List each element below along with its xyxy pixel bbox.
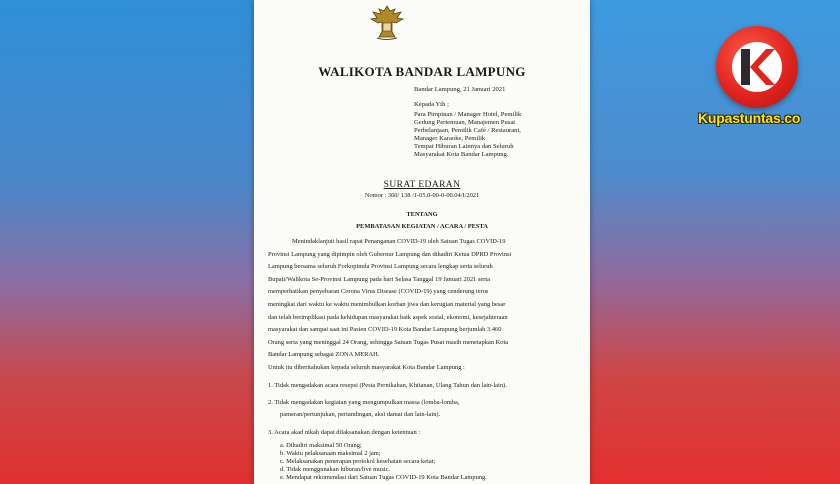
circular-letter-document <box>254 0 590 484</box>
recipient-line: Masyarakat Kota Bandar Lampung. <box>414 151 509 158</box>
sub-list-item: c. Melaksanakan penerapan protokol kesehatan secara ketat; <box>280 458 436 465</box>
subject-title: PEMBATASAN KEGIATAN / ACARA / PESTA <box>356 223 488 230</box>
paragraph-line: Orang serta yang meninggal 24 Orang, sehingga Satuan Tugas Pusat masih menetapkan Kota <box>268 338 509 346</box>
main-paragraph <box>268 236 584 362</box>
paragraph-line: Bupati/Walikota Se-Provinsi Lampung pada hari Selasa Tanggal 19 Januari 2021 serta <box>268 275 491 283</box>
recipient-line: Manager Karaoke, Pemilik <box>414 135 486 142</box>
document-type: SURAT EDARAN <box>383 180 461 190</box>
background-panel <box>590 0 840 484</box>
garuda-emblem-icon <box>367 2 407 42</box>
paragraph-line: Menindaklanjuti hasil rapat Penanganan COVID-19 oleh Satuan Tugas COVID-19 <box>292 238 506 245</box>
list-item: 3. Acara akad nikah dapat dilaksanakan dengan ketentuan : <box>268 429 421 436</box>
recipient-line: Perbelanjaan, Pemilik Café / Restaurant, <box>414 127 521 134</box>
intro-line: Untuk itu diberitahukan kepada seluruh masyarakat Kota Bandar Lampung : <box>268 364 465 371</box>
paragraph-line: Lampung bersama seluruh Forkopimda Provinsi Lampung secara lengkap serta seluruh <box>268 263 493 271</box>
paragraph-line: memperhatikan penyebaran Corona Virus Disease (COVID-19) yang cenderung terus <box>268 288 489 296</box>
paragraph-line: Provinsi Lampung yang dipimpin oleh Gubernur Lampung dan dihadiri Ketua DPRD Provinsi <box>268 250 512 258</box>
document-number: Nomor : 360/ 138 /1-05.0-00-0-00.04/I/2021 <box>364 192 480 199</box>
list-item: 1. Tidak mengadakan acara resepsi (Pesta Pernikahan, Khitanan, Ulang Tahun dan lain-lain). <box>268 382 507 389</box>
k-logo-icon <box>738 47 776 87</box>
paragraph-line: Bandar Lampung sebagai ZONA MERAH. <box>268 351 380 359</box>
subject-label: TENTANG <box>406 211 438 218</box>
letter-date: Bandar Lampung, 21 Januari 2021 <box>414 86 506 93</box>
brand-name: Kupastuntas.co <box>698 110 801 126</box>
sub-list-item: d. Tidak menggunakan hiburan/live music. <box>280 466 391 473</box>
paragraph-line: masyarakat dan sampai saat ini Pasien COVID-19 Kota Bandar Lampung berjumlah 3.460 <box>268 326 502 334</box>
sub-list-item: b. Waktu pelaksanaan maksimal 2 jam; <box>280 450 381 457</box>
letter-title: WALIKOTA BANDAR LAMPUNG <box>318 64 526 79</box>
recipient-line: Para Pimpinan / Manager Hotel, Pemilik <box>414 111 522 118</box>
sub-list-item: a. Dihadiri maksimal 50 Orang; <box>280 442 362 449</box>
list-item-continuation: pameran/pertunjukan, pertandingan, aksi damai dan lain-lain). <box>280 411 441 418</box>
sub-list-item: e. Mendapat rekomendasi dari Satuan Tugas COVID-19 Kota Bandar Lampung. <box>280 474 487 481</box>
recipient-line: Tempat Hiburan Lainnya dan Seluruh <box>414 143 514 150</box>
paragraph-line: meningkat dari waktu ke waktu menimbulkan korban jiwa dan kerugian material yang besar <box>268 300 506 308</box>
paragraph-line: dan telah berimplikasi pada kehidupan masyarakat baik aspek sosial, ekonomi, kesejahteraan <box>268 313 508 321</box>
letter-addressee-label: Kepada Yth ; <box>414 101 449 108</box>
recipient-line: Gedung Pertemuan, Manajemen Pusat <box>414 119 516 126</box>
list-item: 2. Tidak mengadakan kegiatan yang mengumpulkan massa (lomba-lomba, <box>268 399 460 406</box>
